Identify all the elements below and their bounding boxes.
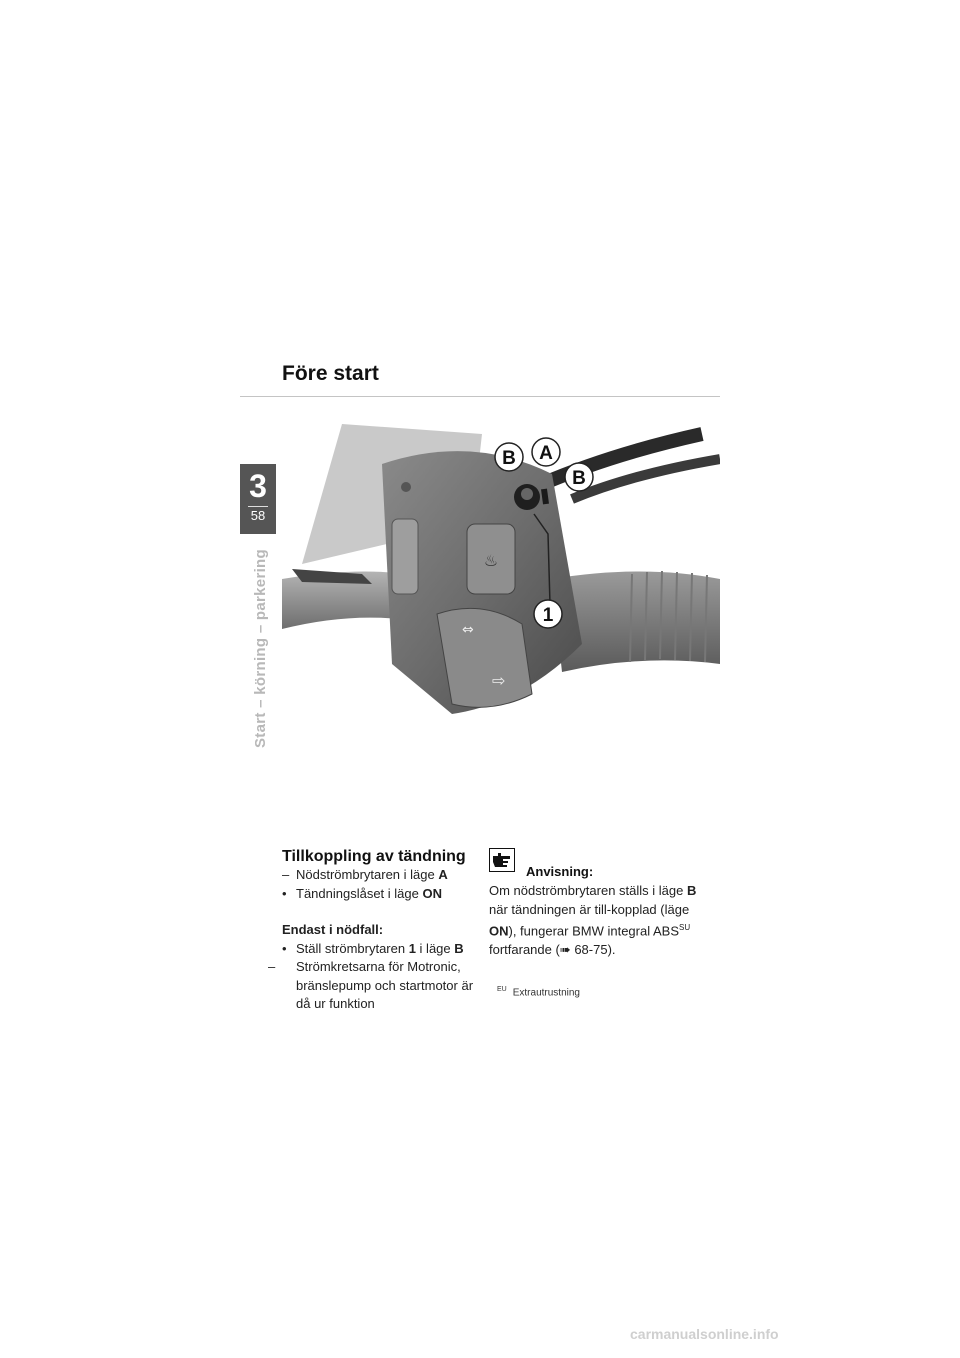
list-item: – Strömkretsarna för Motronic, bränslepump och startmotor är då ur funktion	[268, 959, 474, 1011]
svg-text:B: B	[572, 468, 586, 489]
list-item: • Tändningslåset i läge ON	[282, 885, 442, 901]
title-divider	[240, 396, 720, 397]
label-b-left	[495, 443, 523, 471]
svg-text:⇨: ⇨	[492, 671, 506, 690]
ignition-section	[268, 848, 482, 1014]
indicator-switch-icon	[437, 608, 532, 707]
side-button-icon	[392, 519, 418, 594]
emergency-heading: Endast i nödfall:	[282, 922, 384, 937]
svg-text:⇔: ⇔	[462, 622, 474, 638]
svg-text:1: 1	[542, 605, 554, 626]
svg-text:A: A	[539, 443, 553, 464]
label-1	[534, 600, 562, 628]
svg-text:♨: ♨	[483, 551, 499, 570]
page-title: Före start	[282, 362, 379, 385]
watermark-text[interactable]: carmanualsonline.info	[630, 1326, 779, 1342]
label-b-right	[565, 463, 593, 491]
footnote-text: Extrautrustning	[512, 987, 580, 999]
ignition-heading: Tillkoppling av tändning	[282, 848, 466, 865]
svg-text:B: B	[502, 448, 516, 469]
note-hand-icon	[489, 848, 515, 872]
chapter-title-vertical: Start – körning – parkering	[252, 549, 269, 748]
chapter-divider	[248, 506, 268, 507]
label-a	[532, 438, 560, 466]
footnote	[497, 986, 580, 998]
note-title: Anvisning:	[526, 864, 594, 879]
list-item: – Nödströmbrytaren i läge A	[282, 867, 448, 882]
page-number: 58	[250, 508, 266, 523]
chapter-number: 3	[249, 468, 267, 504]
footnote-mark: EU	[497, 986, 507, 993]
note-body: Om nödströmbrytaren ställs i läge B när tändningen är till-kopplad (läge ON), fungerar BMW integral $ABS^{SU}$ fortfarande (➠ 68-75).	[489, 883, 697, 957]
handlebar-switch-photo	[282, 404, 720, 799]
list-item: • Ställ strömbrytaren 1 i läge B	[282, 940, 464, 956]
screw-icon	[401, 482, 411, 492]
